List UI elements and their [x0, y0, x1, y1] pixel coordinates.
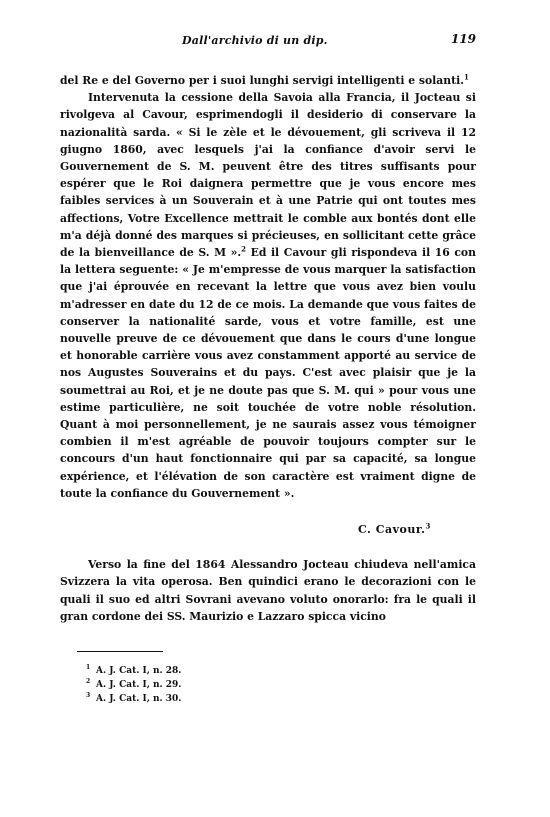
footnote-text: A. J. Cat. I, n. 28.	[96, 666, 182, 676]
footnote-ref: 1	[463, 72, 469, 82]
paragraph-text: Intervenuta la cessione della Savoia alla Francia, il Jocteau si rivolgeva al Cavour, esprimendogli il desiderio di conservare la nazionalità sarda. « Si le zèle et le dévouement, gli scriveva il 12 giugno 1860, avec lesquels j'ai la confiance d'avoir servi le Gouvernement de S. M. peuvent être des titres suffisants pour espérer que le Roi daignera permettre que je vous encore mes faibles services à un Souverain et à une Patrie qui ont toutes mes affections, Votre Excellence mettrait le comble aux bontés dont elle m'a déjà donné des marques si précieuses, en sollicitant cette grâce de la bienveillance de S. M ».	[60, 91, 476, 260]
paragraph-text-continued: Ed il Cavour gli rispondeva il 16 con la lettera seguente: « Je m'empresse de vous marquer la satisfaction que j'ai éprouvée en recevant la lettre que vous avez bien voulu m'adresser en date du 12 de ce mois. La demande que vous faites de conserver la nationalité sarde, vous et votre famille, est une nouvelle preuve de ce dévouement que dans le cours d'une longue et honorable carrière vous avez constamment apporté au service de nos Augustes Souverains et du pays. C'est avec plaisir que je la soumettrai au Roi, et je ne doute pas que S. M. qui » pour vous une estime particulière, ne soit touchée de votre noble résolution. Quant à moi personnellement, je ne saurais assez vous témoigner combien il m'est agréable de pouvoir toujours compter sur le concours d'un haut fonctionnaire qui par sa capacité, sa longue expérience, et l'élévation de son caractère est vraiment digne de toute la confiance du Gouvernement ».	[60, 246, 476, 500]
running-title: Dall'archivio di un dip.	[182, 34, 328, 47]
paragraph-text: del Re e del Governo per i suoi lunghi servigi intelligenti e solanti.	[60, 74, 464, 87]
main-text	[60, 72, 476, 502]
signature-text: C. Cavour.	[358, 523, 426, 536]
footnotes	[86, 664, 181, 706]
signature	[358, 523, 431, 536]
footnote: 2 A. J. Cat. I, n. 29.	[86, 678, 182, 690]
page-header	[60, 30, 476, 50]
footnote-divider	[77, 651, 163, 652]
footnote: 3 A. J. Cat. I, n. 30.	[86, 692, 182, 704]
footnote-text: A. J. Cat. I, n. 29.	[96, 680, 182, 690]
paragraph-cessione	[60, 89, 476, 502]
footnote-text: A. J. Cat. I, n. 30.	[96, 694, 182, 704]
paragraph-closing: Verso la fine del 1864 Alessandro Jocteau chiudeva nell'amica Svizzera la vita operosa. Ben quindici erano le decorazioni con le quali il suo ed altri Sovrani avevano voluto onorarlo: fra le quali il gran cordone dei SS. Maurizio e Lazzaro spicca vicino	[60, 558, 476, 624]
footnote-ref: 3	[425, 521, 431, 531]
paragraph-continuation	[60, 72, 476, 89]
footnote-ref: 2	[241, 244, 247, 254]
footnote: 1 A. J. Cat. I, n. 28.	[86, 664, 182, 676]
page-number: 119	[450, 32, 476, 46]
closing-text	[60, 556, 476, 626]
